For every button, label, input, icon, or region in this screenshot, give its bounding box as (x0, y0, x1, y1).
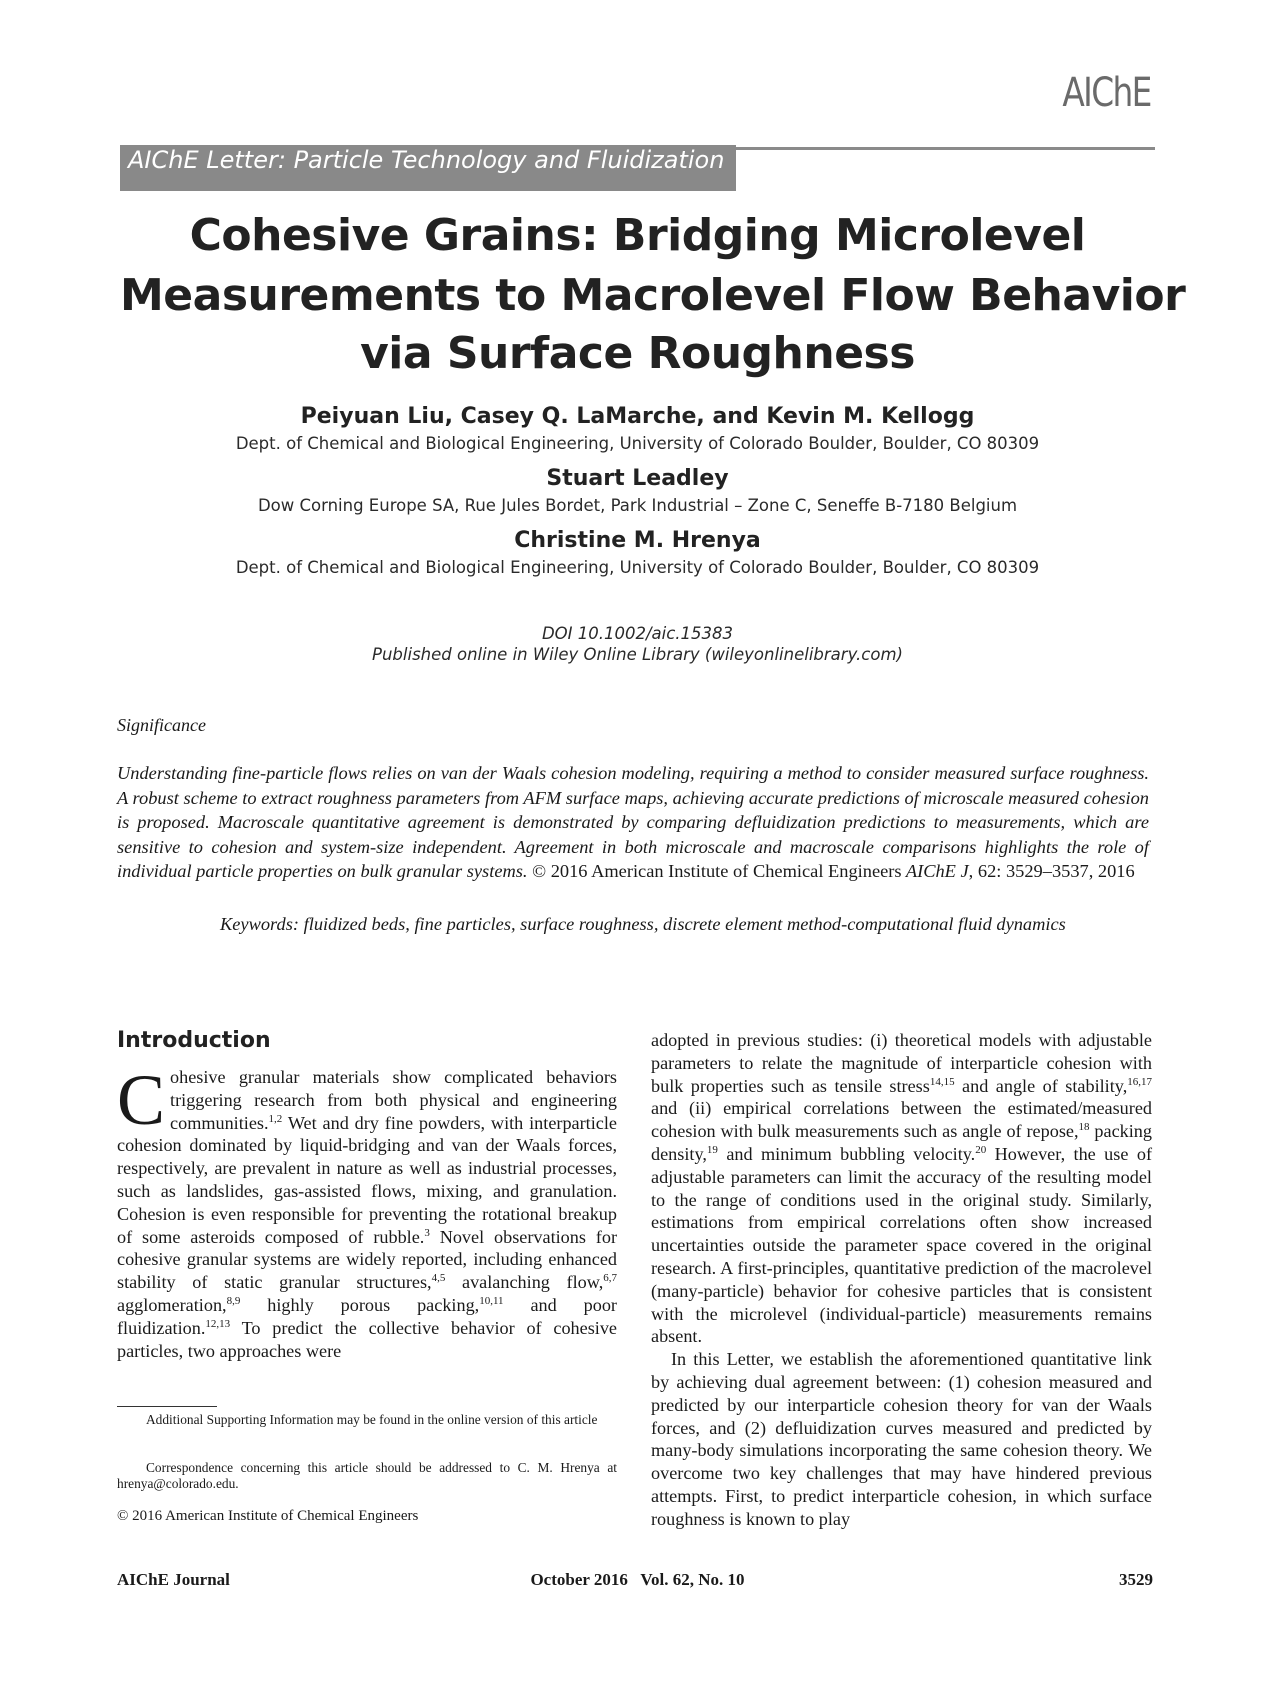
significance-heading: Significance (117, 715, 206, 735)
paragraph (651, 1029, 1152, 1348)
citation-ref: 20 (975, 1143, 987, 1156)
author-group-2: Stuart Leadley (546, 466, 729, 491)
body-text: avalanching flow, (445, 1272, 604, 1293)
citation-ref: 4,5 (431, 1272, 446, 1285)
citation-details: , 62: 3529–3537, 2016 (968, 861, 1135, 881)
footnote-supporting-info: Additional Supporting Information may be found in the online version of this article (146, 1412, 598, 1427)
right-column (651, 1029, 1152, 1531)
article-title-line-3: via Surface Roughness (360, 328, 915, 379)
drop-cap: C (117, 1060, 166, 1140)
footnote-correspondence: Correspondence concerning this article should be addressed to C. M. Hrenya at hrenya@colorado.edu. (117, 1460, 617, 1491)
footnote-copyright: © 2016 American Institute of Chemical Engineers (117, 1508, 419, 1524)
body-text: and minimum bubbling velocity. (717, 1143, 976, 1164)
left-column (117, 1060, 617, 1362)
affiliation-3: Dept. of Chemical and Biological Engineering, University of Colorado Boulder, Boulder, CO 80309 (235, 558, 1040, 577)
aiche-logo: AIChE (1062, 70, 1151, 116)
body-text: ohesive granular materials show complicated behaviors triggering research from both physical and engineering communities. (170, 1067, 617, 1133)
citation-ref: 10,11 (479, 1294, 504, 1307)
paragraph: In this Letter, we establish the aforementioned quantitative link by achieving dual agreement between: (1) cohesion measured and predicted by our interparticle cohesion theory for van der Waals forces, and (2) defluidization curves measured and predicted by many-body simulations incorporating the same cohesion theory. We overcome two key challenges that may have hindered previous attempts. First, to predict interparticle cohesion, in which surface roughness is known to play (651, 1349, 1152, 1529)
body-text: packing density, (651, 1121, 1152, 1164)
section-label: AIChE Letter: Particle Technology and Fluidization (128, 146, 725, 174)
body-text: However, the use of adjustable parameters can limit the accuracy of the resulting model to the range of conditions used in the original study. Similarly, estimations from empirical correlations often show increased uncertainties outside the parameter space covered in the original research. A first-principles, quantitative prediction of the macrolevel (many-particle) behavior for cohesive particles that is consistent with the microlevel (individual-particle) measurements remains absent. (651, 1143, 1152, 1347)
body-text: agglomeration, (117, 1294, 227, 1315)
author-group-1: Peiyuan Liu, Casey Q. LaMarche, and Kevin M. Kellogg (300, 404, 975, 429)
footer-journal: AIChE Journal (117, 1570, 230, 1589)
citation-ref: 3 (424, 1226, 430, 1239)
body-text: Wet and dry fine powders, with interparticle cohesion dominated by liquid-bridging and van der Waals forces, respectively, are prevalent in nature as well as industrial processes, such as landslides, gas-assisted flows, mixing, and granulation. Cohesion is even responsible for preventing the rotational breakup of some asteroids composed of rubble. (117, 1112, 617, 1247)
citation-ref: 18 (1078, 1121, 1090, 1134)
citation-ref: 16,17 (1127, 1075, 1153, 1088)
citation-ref: 14,15 (929, 1075, 955, 1088)
footnote-rule (117, 1406, 217, 1407)
citation-ref: 19 (706, 1143, 718, 1156)
body-text: adopted in previous studies: (i) theoretical models with adjustable parameters to relate the magnitude of interparticle cohesion with bulk properties such as tensile stress (651, 1030, 1152, 1096)
affiliation-1: Dept. of Chemical and Biological Engineering, University of Colorado Boulder, Boulder, CO 80309 (235, 434, 1040, 453)
citation-ref: 1,2 (268, 1112, 283, 1125)
published-online: Published online in Wiley Online Library (wileyonlinelibrary.com) (372, 645, 903, 664)
introduction-heading: Introduction (117, 1028, 271, 1053)
body-text: To predict the collective behavior of cohesive particles, two approaches were (117, 1317, 617, 1361)
article-title-line-1: Cohesive Grains: Bridging Microlevel (189, 210, 1086, 261)
citation-ref: 8,9 (226, 1294, 241, 1307)
affiliation-2: Dow Corning Europe SA, Rue Jules Bordet, Park Industrial – Zone C, Seneffe B-7180 Belgium (257, 496, 1018, 515)
citation-ref: 12,13 (205, 1317, 231, 1330)
footer-page-number: 3529 (1119, 1570, 1153, 1589)
copyright: © 2016 American Institute of Chemical Engineers (532, 861, 902, 881)
abstract-text: Understanding fine-particle flows relies on van der Waals cohesion modeling, requiring a method to consider measured surface roughness. A robust scheme to extract roughness parameters from AFM surface maps, achieving accurate predictions of microscale measured cohesion is proposed. Macroscale quantitative agreement is demonstrated by comparing defluidization predictions to measurements, which are sensitive to cohesion and system-size independent. Agreement in both microscale and macroscale comparisons highlights the role of individual particle properties on bulk granular systems. (117, 763, 1149, 881)
body-text: highly porous packing, (240, 1294, 480, 1315)
citation-ref: 6,7 (603, 1272, 617, 1285)
footer-issue: October 2016 Vol. 62, No. 10 (530, 1570, 745, 1589)
body-text: and (ii) empirical correlations between the estimated/measured cohesion with bulk measurements such as angle of repose, (651, 1098, 1152, 1142)
body-text: and angle of stability, (954, 1075, 1128, 1096)
keywords: Keywords: fluidized beds, fine particles, surface roughness, discrete element method-computational fluid dynamics (220, 914, 1066, 934)
author-group-3: Christine M. Hrenya (514, 528, 761, 553)
body-text: and poor fluidization. (117, 1294, 617, 1338)
body-text: Novel observations for cohesive granular systems are widely reported, including enhanced stability of static granular structures, (117, 1226, 617, 1293)
abstract (117, 761, 1149, 884)
article-title-line-2: Measurements to Macrolevel Flow Behavior (120, 270, 1186, 321)
citation-journal: AIChE J (905, 861, 969, 881)
doi: DOI 10.1002/aic.15383 (541, 624, 734, 643)
